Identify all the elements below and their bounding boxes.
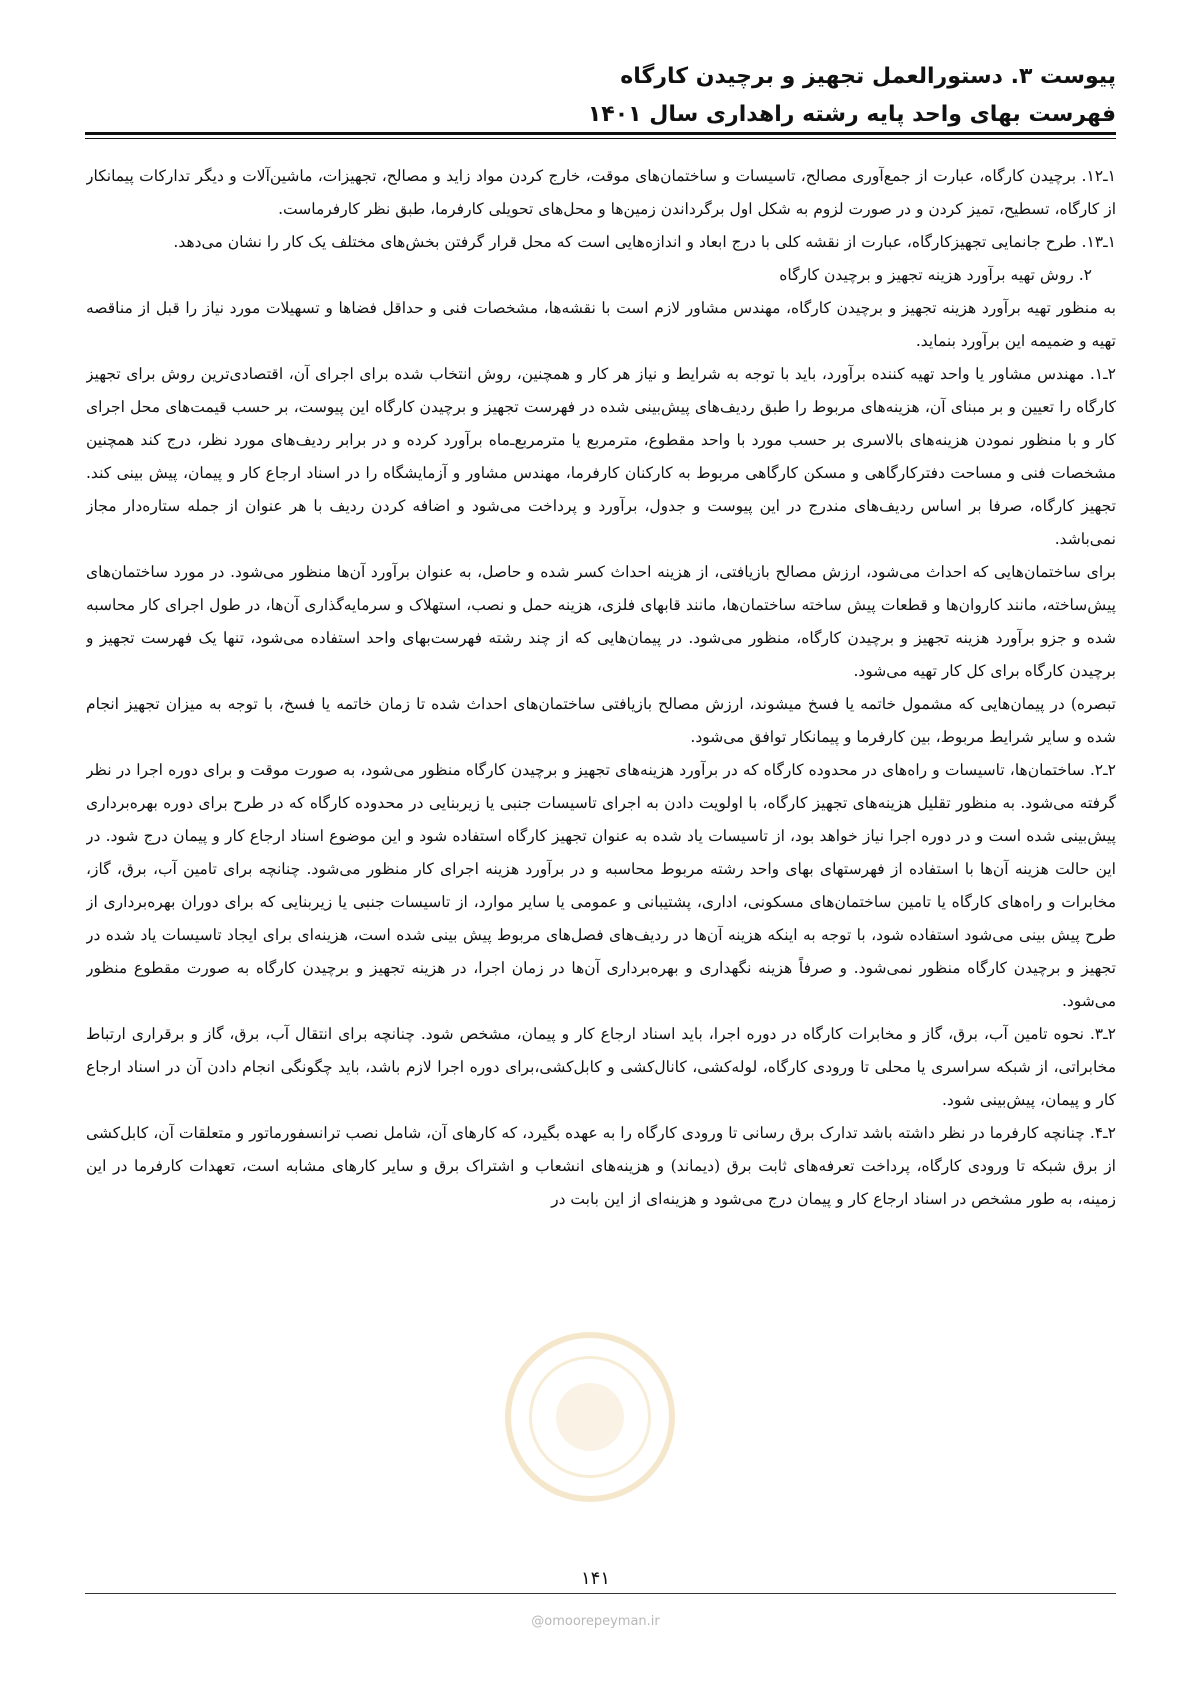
- paragraph-2-1-consultant-estimate: ۲ـ۱. مهندس مشاور یا واحد تهیه کننده برآورد، باید با توجه به شرایط و نیاز هر کار و همچنین، روش انتخاب شده برای اجرای آن، اقتصادی‌ترین روش برای تجهیز کارگاه را تعیین و بر مبنای آن، هزینه‌های مربوط را طبق ردیف‌های پیش‌بینی شده در فهرست تجهیز و برچیدن کارگاه این پیوست، بر حسب قیمت‌های محل اجرای کار و با منظور نمودن هزینه‌های بالاسری بر حسب مورد با واحد مقطوع، مترمربع یا مترمربع‌ـ‌ماه برآورد کرده و در برابر ردیف‌های مورد نظر، درج کند همچنین مشخصات فنی و مساحت دفترکارگاهی و مسکن کارگاهی مربوط به کارکنان کارفرما، مهندس مشاور و آزمایشگاه را در اسناد ارجاع کار و پیمان، پیش بینی کند. تجهیز کارگاه، صرفا بر اساس ردیف‌های مندرج در این پیوست و جدول، برآورد و پرداخت می‌شود و اضافه کردن ردیف با هر عنوان از جمله ستاره‌دار مجاز نمی‌باشد.: [86, 365, 1116, 548]
- paragraph-2-4-electricity: ۲ـ۴. چنانچه کارفرما در نظر داشته باشد تدارک برق رسانی تا ورودی کارگاه را به عهده بگیرد، که کارهای آن، شامل نصب ترانسفورماتور و متعلقات آن، کابل‌کشی از برق شبکه تا ورودی کارگاه، پرداخت تعرفه‌های ثابت برق (دیماند) و هزینه‌های انشعاب و اشتراک برق و سایر کارهای مشابه است، تعهدات کارفرما در این زمینه، به طور مشخص در اسناد ارجاع کار و پیمان درج می‌شود و هزینه‌ای از این بابت در: [86, 1124, 1116, 1208]
- paragraph-built-structures: برای ساختمان‌هایی که احداث می‌شود، ارزش مصالح بازیافتی، از هزینه احداث کسر شده و حاصل، به عنوان برآورد آن‌ها منظور می‌شود. در مورد ساختمان‌های پیش‌ساخته، مانند کاروان‌ها و قطعات پیش ساخته ساختمان‌ها، مانند قابهای فلزی، هزینه حمل و نصب، استهلاک و سرمایه‌گذاری آن‌ها، در طول اجرای کار محاسبه شده و جزو برآورد هزینه تجهیز و برچیدن کارگاه، منظور می‌شود. در پیمان‌هایی که از چند رشته فهرست‌بهای واحد استفاده می‌شود، تنها یک فهرست تجهیز و برچیدن کارگاه برای کل کار تهیه می‌شود.: [86, 563, 1116, 680]
- footer-divider: [85, 1593, 1116, 1594]
- header-title-price-list: فهرست بهای واحد پایه رشته راهداری سال ۱۴۰۱: [587, 102, 1116, 127]
- paragraph-2-intro: به منظور تهیه برآورد هزینه تجهیز و برچیدن کارگاه، مهندس مشاور لازم است با نقشه‌ها، مشخصات فنی و حداقل فضاها و تسهیلات مورد نیاز را قبل از مناقصه تهیه و ضمیمه این برآورد بنماید.: [86, 299, 1116, 350]
- header-divider-thick: [85, 132, 1116, 135]
- page-number: ۱۴۱: [580, 1568, 610, 1589]
- site-credit-watermark: @omoorepeyman.ir: [531, 1614, 660, 1629]
- header-title-appendix: پیوست ۳. دستورالعمل تجهیز و برچیدن کارگاه: [620, 64, 1116, 89]
- paragraph-note-termination: تبصره) در پیمان‌هایی که مشمول خاتمه یا فسخ میشوند، ارزش مصالح بازیافتی ساختمان‌های احداث شده تا زمان خاتمه یا فسخ، با توجه به میزان تجهیز انجام شده و سایر شرایط مربوط، بین کارفرما و پیمانکار توافق می‌شود.: [86, 695, 1116, 746]
- header-divider-thin: [85, 138, 1116, 139]
- paragraph-1-13-site-layout: ۱ـ۱۳. طرح جانمایی تجهیزکارگاه، عبارت از نقشه کلی با درج ابعاد و اندازه‌هایی است که محل قرار گرفتن بخش‌های مختلف یک کار را نشان می‌دهد.: [173, 233, 1116, 251]
- paragraph-2-3-utilities: ۲ـ۳. نحوه تامین آب، برق، گاز و مخابرات کارگاه در دوره اجرا، باید اسناد ارجاع کار و پیمان، مشخص شود. چنانچه برای انتقال آب، برق، گاز و برقراری ارتباط مخابراتی، از شبکه سراسری یا محلی تا ورودی کارگاه، لوله‌کشی، کانال‌کشی و کابل‌کشی،برای دوره اجرا لازم باشد، باید چگونگی انجام دادن آن در اسناد ارجاع کار و پیمان، پیش‌بینی شود.: [86, 1025, 1116, 1109]
- paragraph-1-12-site-removal: ۱ـ۱۲. برچیدن کارگاه، عبارت از جمع‌آوری مصالح، تاسیسات و ساختمان‌های موقت، خارج کردن مواد زاید و مصالح، تجهیزات، ماشین‌آلات و دیگر تدارکات پیمانکار از کارگاه، تسطیح، تمیز کردن و در صورت لزوم به شکل اول برگرداندن زمین‌ها و محل‌های تحویلی کارفرما، طبق نظر کارفرماست.: [86, 167, 1116, 218]
- paragraph-2-2-buildings-facilities: ۲ـ۲. ساختمان‌ها، تاسیسات و راه‌های در محدوده کارگاه که در برآورد هزینه‌های تجهیز و برچیدن کارگاه منظور می‌شود، به صورت موقت و برای دوره اجرا در نظر گرفته می‌شود. به منظور تقلیل هزینه‌های تجهیز کارگاه، با اولویت دادن به اجرای تاسیسات جنبی یا زیربنایی در محدوده کارگاه که در طرح برای دوره بهره‌برداری پیش‌بینی شده است و در دوره اجرا نیاز خواهد بود، از تاسیسات یاد شده به عنوان تجهیز کارگاه استفاده شود و این موضوع اسناد ارجاع کار و پیمان درج شود. در این حالت هزینه آن‌ها با استفاده از فهرستهای بهای واحد رشته مربوط محاسبه و در برآورد هزینه اجرای کار منظور می‌شود. چنانچه برای تامین آب، برق، گاز، مخابرات و راه‌های کارگاه یا تامین ساختمان‌های مسکونی، اداری، پشتیبانی و عمومی یا سایر موارد، از تاسیسات جنبی یا زیربنایی که برای دوران بهره‌برداری از طرح پیش بینی می‌شود استفاده شود، با توجه به اینکه هزینه آن‌ها در ردیف‌های فصل‌های مربوط پیش بینی شده است، هزینه‌ای برای ایجاد تاسیسات یاد شده در تجهیز و برچیدن کارگاه منظور نمی‌شود. و صرفاً هزینه نگهداری و بهره‌برداری آن‌ها در زمان اجرا، در هزینه تجهیز و برچیدن کارگاه به صورت مقطوع منظور می‌شود.: [86, 761, 1116, 1010]
- page-header: [96, 58, 1116, 134]
- watermark-seal-logo: [505, 1332, 675, 1502]
- section-heading-2-estimation-method: ۲. روش تهیه برآورد هزینه تجهیز و برچیدن کارگاه: [779, 266, 1092, 284]
